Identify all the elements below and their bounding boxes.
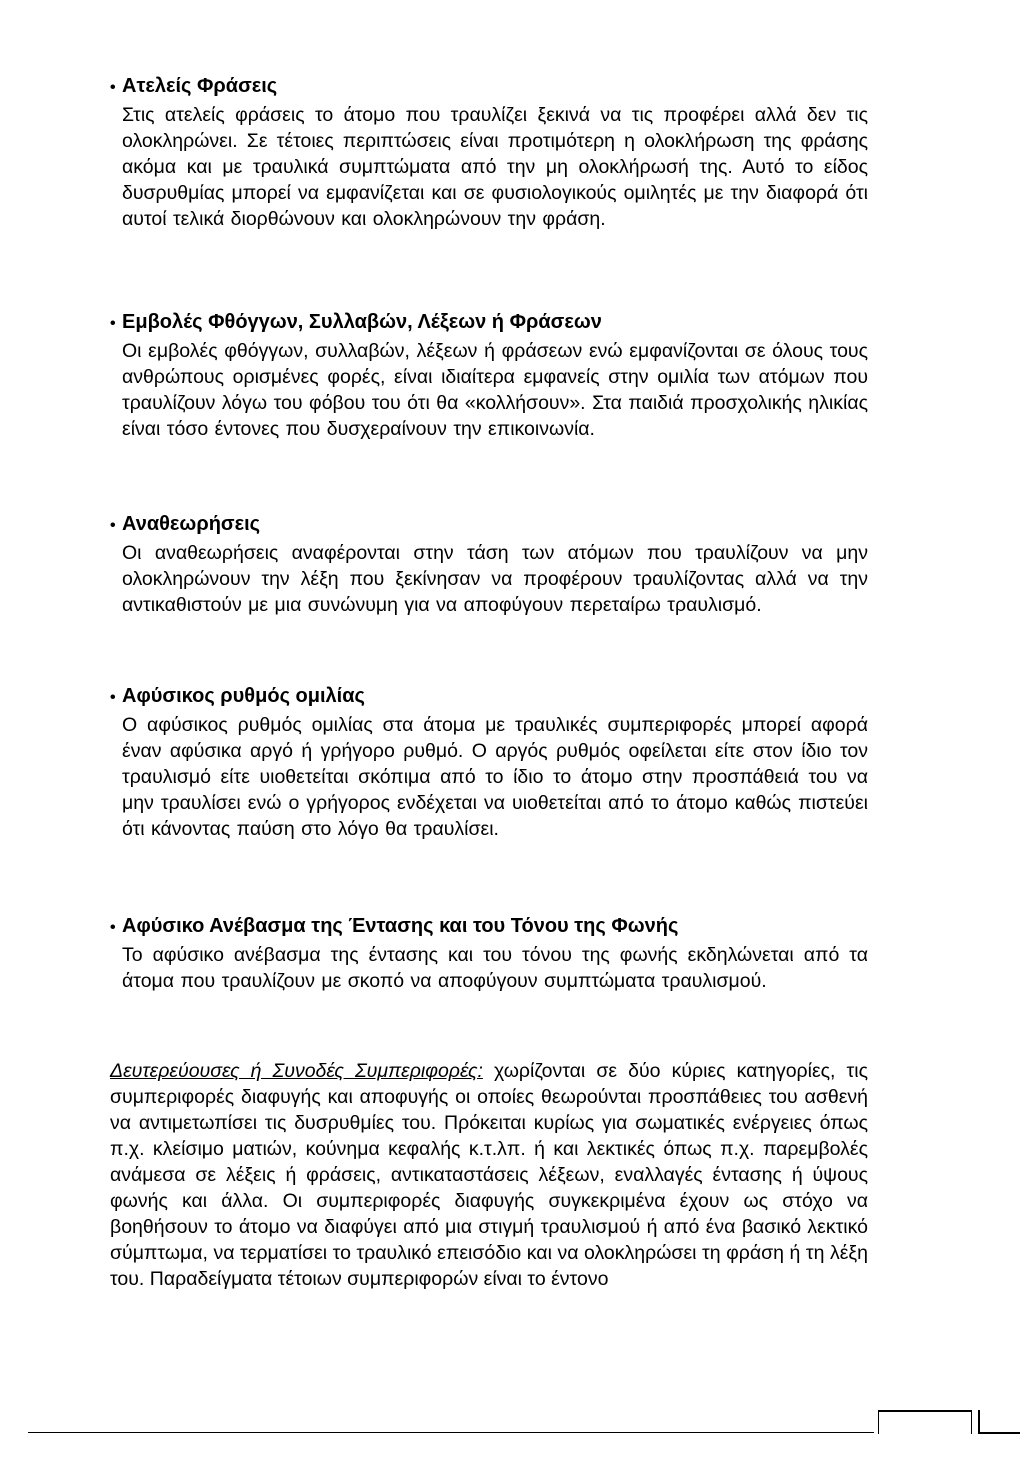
secondary-behaviors-lead: Δευτερεύουσες ή Συνοδές Συμπεριφορές: <box>110 1060 483 1082</box>
section-heading <box>110 912 868 942</box>
section-body: Στις ατελείς φράσεις το άτομο που τραυλίζει ξεκινά να τις προφέρει αλλά δεν τις ολοκληρώνει. Σε τέτοιες περιπτώσεις είναι προτιμότερη η ολοκλήρωση της φράσης ακόμα και με τραυλικά συμπτώματα από την μη ολοκλήρωσή της. Αυτό το είδος δυσρυθμίας μπορεί να εμφανίζεται και σε φυσιολογικούς ομιλητές με την διαφορά ότι αυτοί τελικά διορθώνουν και ολοκληρώνουν την φράση. <box>122 104 868 230</box>
heading-text: Αφύσικος ρυθμός ομιλίας <box>122 685 365 707</box>
section-body: Το αφύσικο ανέβασμα της έντασης και του τόνου της φωνής εκδηλώνεται από τα άτομα που τραυλίζουν με σκοπό να αποφύγουν συμπτώματα τραυλισμού. <box>122 944 868 992</box>
section-body: Οι αναθεωρήσεις αναφέρονται στην τάση των ατόμων που τραυλίζουν να μην ολοκληρώνουν την λέξη που ξεκίνησαν να προφέρουν τραυλίζοντας αλλά να την αντικαθιστούν με μια συνώνυμη για να αποφύγουν περεταίρω τραυλισμό. <box>122 542 868 616</box>
secondary-behaviors-body: χωρίζονται σε δύο κύριες κατηγορίες, τις συμπεριφορές διαφυγής και αποφυγής οι οποίες θεωρούνται προσπάθειες του ασθενή να αντιμετωπίσει τις δυσρυθμίες του. Πρόκειται κυρίως για σωματικές ενέργειες όπως π.χ. κλείσιμο ματιών, κούνημα κεφαλής κ.τ.λπ. ή και λεκτικές όπως π.χ. παρεμβολές ανάμεσα σε λέξεις ή φράσεις, αντικαταστάσεις λέξεων, εναλλαγές έντασης ή ύψους φωνής και άλλα. Οι συμπεριφορές διαφυγής συγκεκριμένα έχουν ως στόχο να βοηθήσουν το άτομο να διαφύγει από μια στιγμή τραυλισμού ή από ένα βασικό λεκτικό σύμπτωμα, να τερματίσει το τραυλικό επεισόδιο και να ολοκληρώσει τη φράση ή τη λέξη του. Παραδείγματα τέτοιων συμπεριφορών είναι το έντονο <box>110 1060 868 1290</box>
footer-mark-corner <box>978 1410 1020 1434</box>
section-revisions <box>110 510 868 618</box>
section-heading <box>110 682 868 712</box>
section-body: Ο αφύσικος ρυθμός ομιλίας στα άτομα με τραυλικές συμπεριφορές μπορεί αφορά έναν αφύσικα αργό ή γρήγορο ρυθμό. Ο αργός ρυθμός οφείλεται είτε στον ίδιο τον τραυλισμό είτε υιοθετείται σκόπιμα από το ίδιο το άτομο στην προσπάθειά του να μην τραυλίσει ενώ ο γρήγορος ενδέχεται να υιοθετείται από το άτομο καθώς πιστεύει ότι κάνοντας παύση στο λόγο θα τραυλίσει. <box>122 714 868 840</box>
bullet-icon: • <box>110 517 116 534</box>
section-insertions <box>110 308 868 442</box>
section-incomplete-phrases <box>110 72 868 232</box>
heading-text: Αφύσικο Ανέβασμα της Έντασης και του Τόνου της Φωνής <box>122 915 679 937</box>
section-unnatural-rate <box>110 682 868 842</box>
bullet-icon: • <box>110 919 116 936</box>
bullet-icon: • <box>110 689 116 706</box>
heading-text: Αναθεωρήσεις <box>122 513 261 535</box>
section-unnatural-volume <box>110 912 868 994</box>
heading-text: Ατελείς Φράσεις <box>122 75 278 97</box>
bullet-icon: • <box>110 79 116 96</box>
heading-text: Εμβολές Φθόγγων, Συλλαβών, Λέξεων ή Φράσεων <box>122 311 602 333</box>
bullet-icon: • <box>110 315 116 332</box>
footer-mark <box>878 1410 972 1434</box>
section-heading <box>110 72 868 102</box>
footer-rule <box>28 1432 874 1433</box>
section-body: Οι εμβολές φθόγγων, συλλαβών, λέξεων ή φράσεων ενώ εμφανίζονται σε όλους τους ανθρώπους ορισμένες φορές, είναι ιδιαίτερα εμφανείς στην ομιλία των ατόμων που τραυλίζουν λόγω του φόβου του ότι θα «κολλήσουν». Στα παιδιά προσχολικής ηλικίας είναι τόσο έντονες που δυσχεραίνουν την επικοινωνία. <box>122 340 868 440</box>
section-heading <box>110 510 868 540</box>
section-heading <box>110 308 868 338</box>
secondary-behaviors-paragraph <box>110 1058 868 1292</box>
